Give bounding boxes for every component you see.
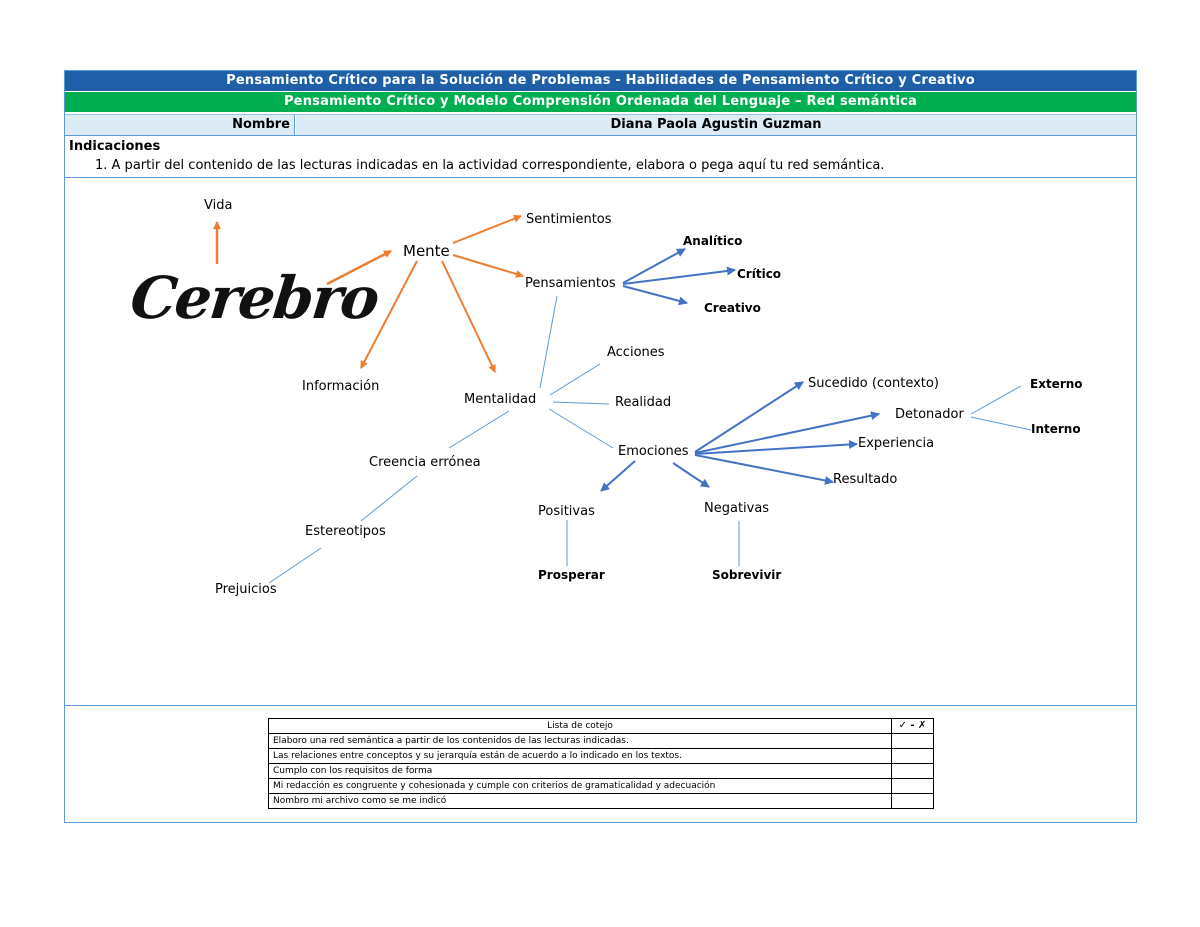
node-vida: Vida (204, 198, 233, 213)
node-interno: Interno (1031, 422, 1081, 436)
checklist-table (268, 718, 934, 809)
name-label: Nombre (65, 115, 295, 135)
check-cell[interactable] (892, 734, 934, 749)
checklist-item: Elaboro una red semántica a partir de los contenidos de las lecturas indicadas. (269, 734, 892, 749)
worksheet (64, 70, 1137, 823)
node-mente: Mente (403, 242, 450, 260)
node-critico: Crítico (737, 267, 782, 281)
line-pensamientos-mentalidad (540, 296, 557, 388)
check-cell[interactable] (892, 779, 934, 794)
checklist-row (269, 779, 934, 794)
arrow-mente-pensamientos (453, 255, 523, 276)
checklist-item: Cumplo con los requisitos de forma (269, 764, 892, 779)
instruction-item: 1. A partir del contenido de las lecturas indicadas en la actividad correspondiente, elabora o pega aquí tu red semántica. (95, 158, 885, 173)
student-name[interactable]: Diana Paola Agustin Guzman (296, 115, 1136, 135)
check-cell[interactable] (892, 764, 934, 779)
node-pensamientos: Pensamientos (525, 276, 616, 291)
instructions-title: Indicaciones (69, 139, 161, 154)
node-informacion: Información (302, 379, 380, 394)
line-detonador-interno (971, 417, 1031, 430)
line-mentalidad-realidad (553, 402, 609, 404)
check-header: ✓ - ✗ (892, 719, 934, 734)
line-mentalidad-creencia (449, 411, 509, 448)
check-cell[interactable] (892, 794, 934, 809)
checklist-item: Las relaciones entre conceptos y su jerarquía están de acuerdo a lo indicado en los textos. (269, 749, 892, 764)
node-experiencia: Experiencia (858, 436, 935, 451)
node-sucedido: Sucedido (contexto) (808, 376, 939, 391)
node-prosperar: Prosperar (538, 568, 605, 582)
checklist-row (269, 749, 934, 764)
arrow-emociones-negativas (673, 463, 709, 487)
node-positivas: Positivas (538, 504, 595, 519)
node-sentimientos: Sentimientos (526, 212, 612, 227)
node-negativas: Negativas (704, 501, 770, 516)
node-resultado: Resultado (833, 472, 898, 487)
arrow-emociones-positivas (601, 461, 635, 491)
line-detonador-externo (971, 386, 1021, 414)
name-row (65, 114, 1136, 136)
instructions (65, 135, 1136, 178)
node-creencia: Creencia errónea (369, 455, 481, 470)
line-estereotipos-prejuicios (269, 548, 321, 583)
arrow-mente-sentimientos (453, 216, 521, 243)
node-realidad: Realidad (615, 395, 672, 410)
node-externo: Externo (1030, 377, 1083, 391)
checklist-item: Mi redacción es congruente y cohesionada y cumple con criterios de gramaticalidad y adecuación (269, 779, 892, 794)
node-estereotipos: Estereotipos (305, 524, 386, 539)
checklist-item: Nombro mi archivo como se me indicó (269, 794, 892, 809)
semantic-map (65, 178, 1135, 704)
node-prejuicios: Prejuicios (215, 582, 277, 597)
map-connectors (65, 178, 1135, 704)
line-mentalidad-emociones (549, 409, 613, 448)
node-sobrevivir: Sobrevivir (712, 568, 782, 582)
check-cell[interactable] (892, 749, 934, 764)
activity-title-bar: Pensamiento Crítico y Modelo Comprensión Ordenada del Lenguaje – Red semántica (65, 92, 1136, 112)
checklist-header-row (269, 719, 934, 734)
node-acciones: Acciones (607, 345, 665, 360)
cerebro-title: Cerebro (127, 264, 381, 332)
arrow-pensamientos-creativo (623, 286, 687, 303)
checklist-row (269, 734, 934, 749)
checklist-row (269, 794, 934, 809)
arrow-pensamientos-critico (623, 270, 735, 284)
line-mentalidad-acciones (550, 364, 600, 395)
checklist-header: Lista de cotejo (269, 719, 892, 734)
course-title-bar: Pensamiento Crítico para la Solución de Problemas - Habilidades de Pensamiento Crítico y Creativo (65, 71, 1136, 91)
section-divider (65, 705, 1136, 706)
arrow-emociones-experiencia (695, 444, 857, 454)
node-detonador: Detonador (895, 407, 964, 422)
checklist-row (269, 764, 934, 779)
node-creativo: Creativo (704, 301, 761, 315)
arrow-mente-mentalidad (442, 261, 495, 372)
line-creencia-estereotipos (361, 476, 417, 521)
arrow-emociones-resultado (695, 455, 833, 482)
node-emociones: Emociones (618, 444, 689, 459)
node-mentalidad: Mentalidad (464, 392, 537, 407)
node-analitico: Analítico (683, 234, 743, 248)
